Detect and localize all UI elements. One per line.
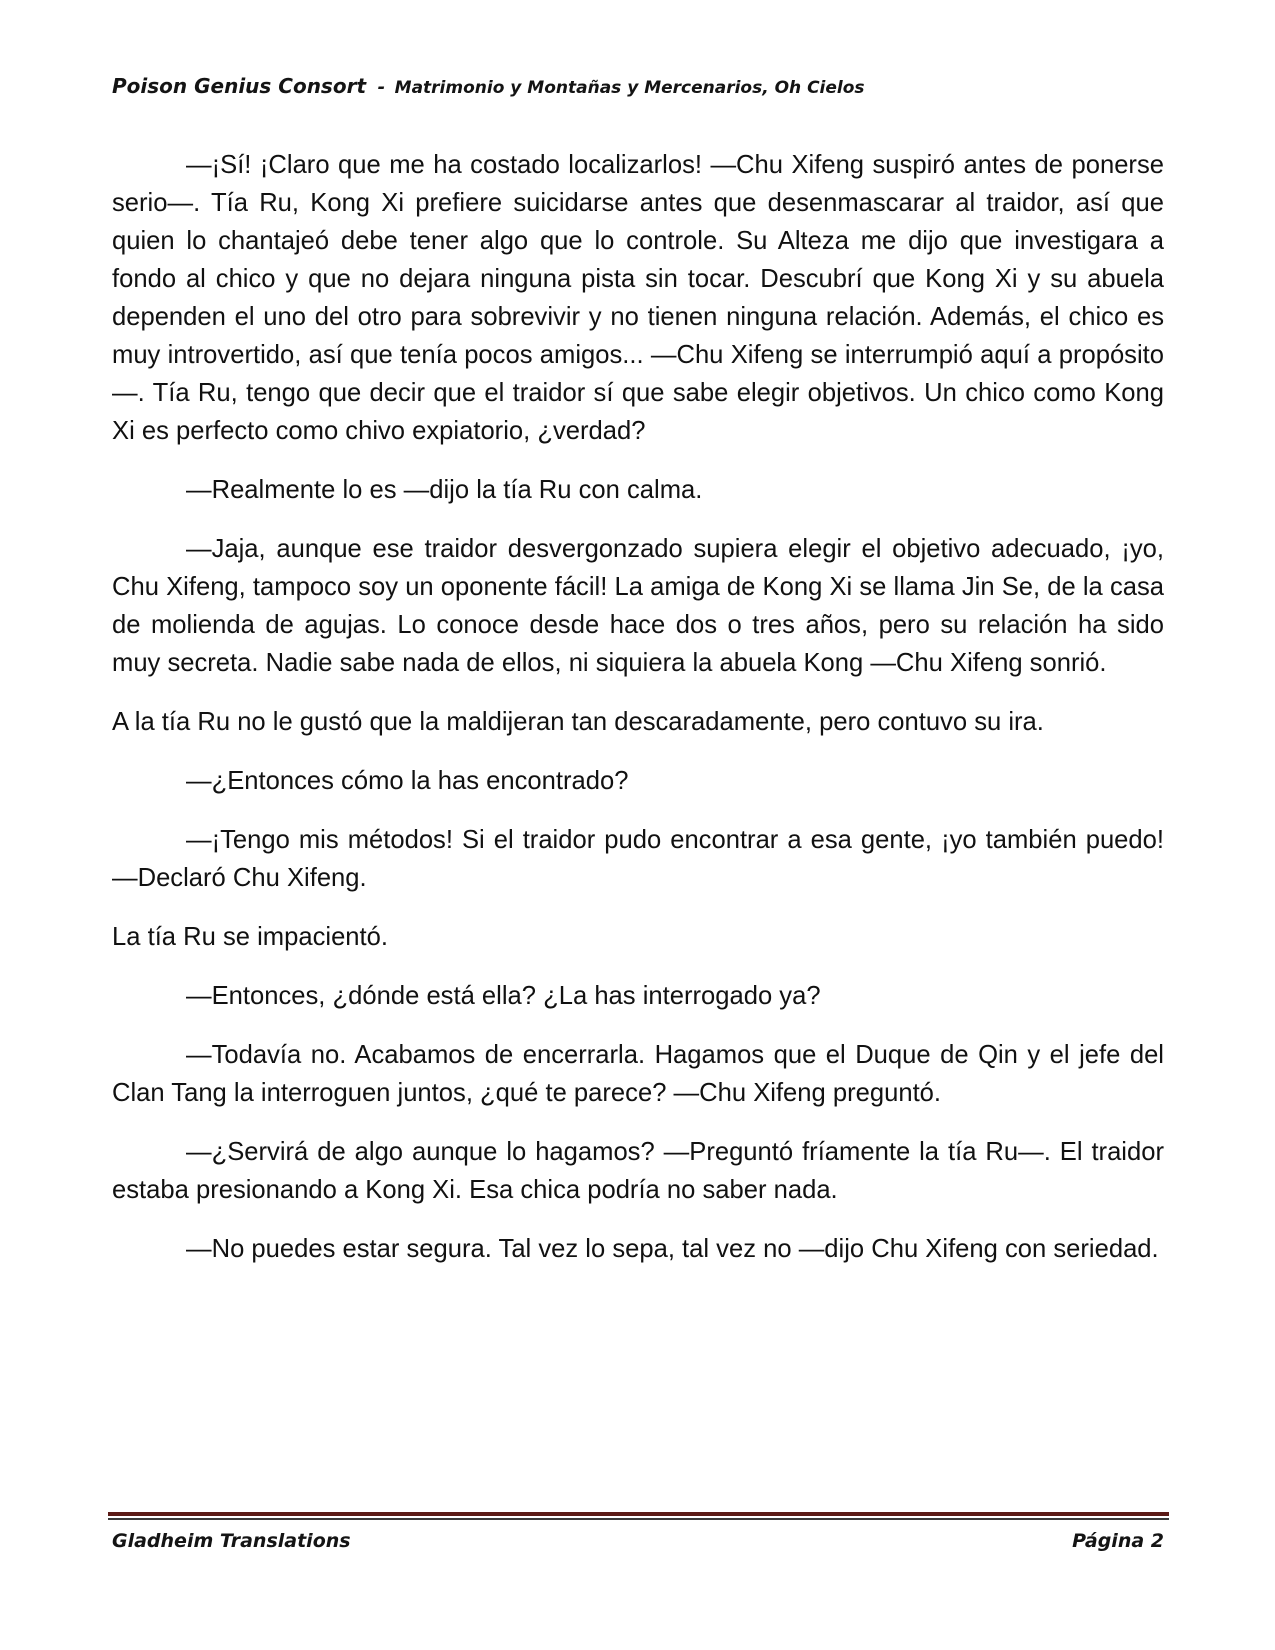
footer-divider [108,1512,1169,1520]
body-text [112,146,1164,1289]
paragraph: —Entonces, ¿dónde está ella? ¿La has interrogado ya? [186,982,821,1010]
book-title: Poison Genius Consort [112,74,367,98]
header-separator: - [377,77,386,98]
paragraph: —¿Entonces cómo la has encontrado? [186,767,629,795]
paragraph: —¡Tengo mis métodos! Si el traidor pudo encontrar a esa gente, ¡yo también puedo! —Declaró Chu Xifeng. [112,826,1164,892]
paragraph: —¡Sí! ¡Claro que me ha costado localizarlos! —Chu Xifeng suspiró antes de ponerse serio—. Tía Ru, Kong Xi prefiere suicidarse antes que desenmascarar al traidor, así que quien lo chantajeó debe tener algo que lo controle. Su Alteza me dijo que investigara a fondo al chico y que no dejara ninguna pista sin tocar. Descubrí que Kong Xi y su abuela dependen el uno del otro para sobrevivir y no tienen ninguna relación. Además, el chico es muy introvertido, así que tenía pocos amigos... —Chu Xifeng se interrumpió aquí a propósito—. Tía Ru, tengo que decir que el traidor sí que sabe elegir objetivos. Un chico como Kong Xi es perfecto como chivo expiatorio, ¿verdad? [112,151,1164,445]
paragraph: —No puedes estar segura. Tal vez lo sepa, tal vez no —dijo Chu Xifeng con seriedad. [186,1235,1159,1263]
page-number: Página 2 [1072,1530,1164,1552]
footer-credit: Gladheim Translations [112,1530,351,1552]
paragraph: —Realmente lo es —dijo la tía Ru con calma. [186,476,703,504]
footer-divider-thin [108,1518,1169,1520]
paragraph: —Jaja, aunque ese traidor desvergonzado supiera elegir el objetivo adecuado, ¡yo, Chu Xifeng, tampoco soy un oponente fácil! La amiga de Kong Xi se llama Jin Se, de la casa de molienda de agujas. Lo conoce desde hace dos o tres años, pero su relación ha sido muy secreta. Nadie sabe nada de ellos, ni siquiera la abuela Kong —Chu Xifeng sonrió. [112,535,1164,677]
chapter-title: Matrimonio y Montañas y Mercenarios, Oh Cielos [394,78,865,98]
paragraph: A la tía Ru no le gustó que la maldijeran tan descaradamente, pero contuvo su ira. [112,708,1044,736]
paragraph: La tía Ru se impacientó. [112,923,388,951]
running-header [112,74,865,98]
paragraph: —¿Servirá de algo aunque lo hagamos? —Preguntó fríamente la tía Ru—. El traidor estaba presionando a Kong Xi. Esa chica podría no saber nada. [112,1138,1164,1204]
paragraph: —Todavía no. Acabamos de encerrarla. Hagamos que el Duque de Qin y el jefe del Clan Tang la interroguen juntos, ¿qué te parece? —Chu Xifeng preguntó. [112,1041,1164,1107]
